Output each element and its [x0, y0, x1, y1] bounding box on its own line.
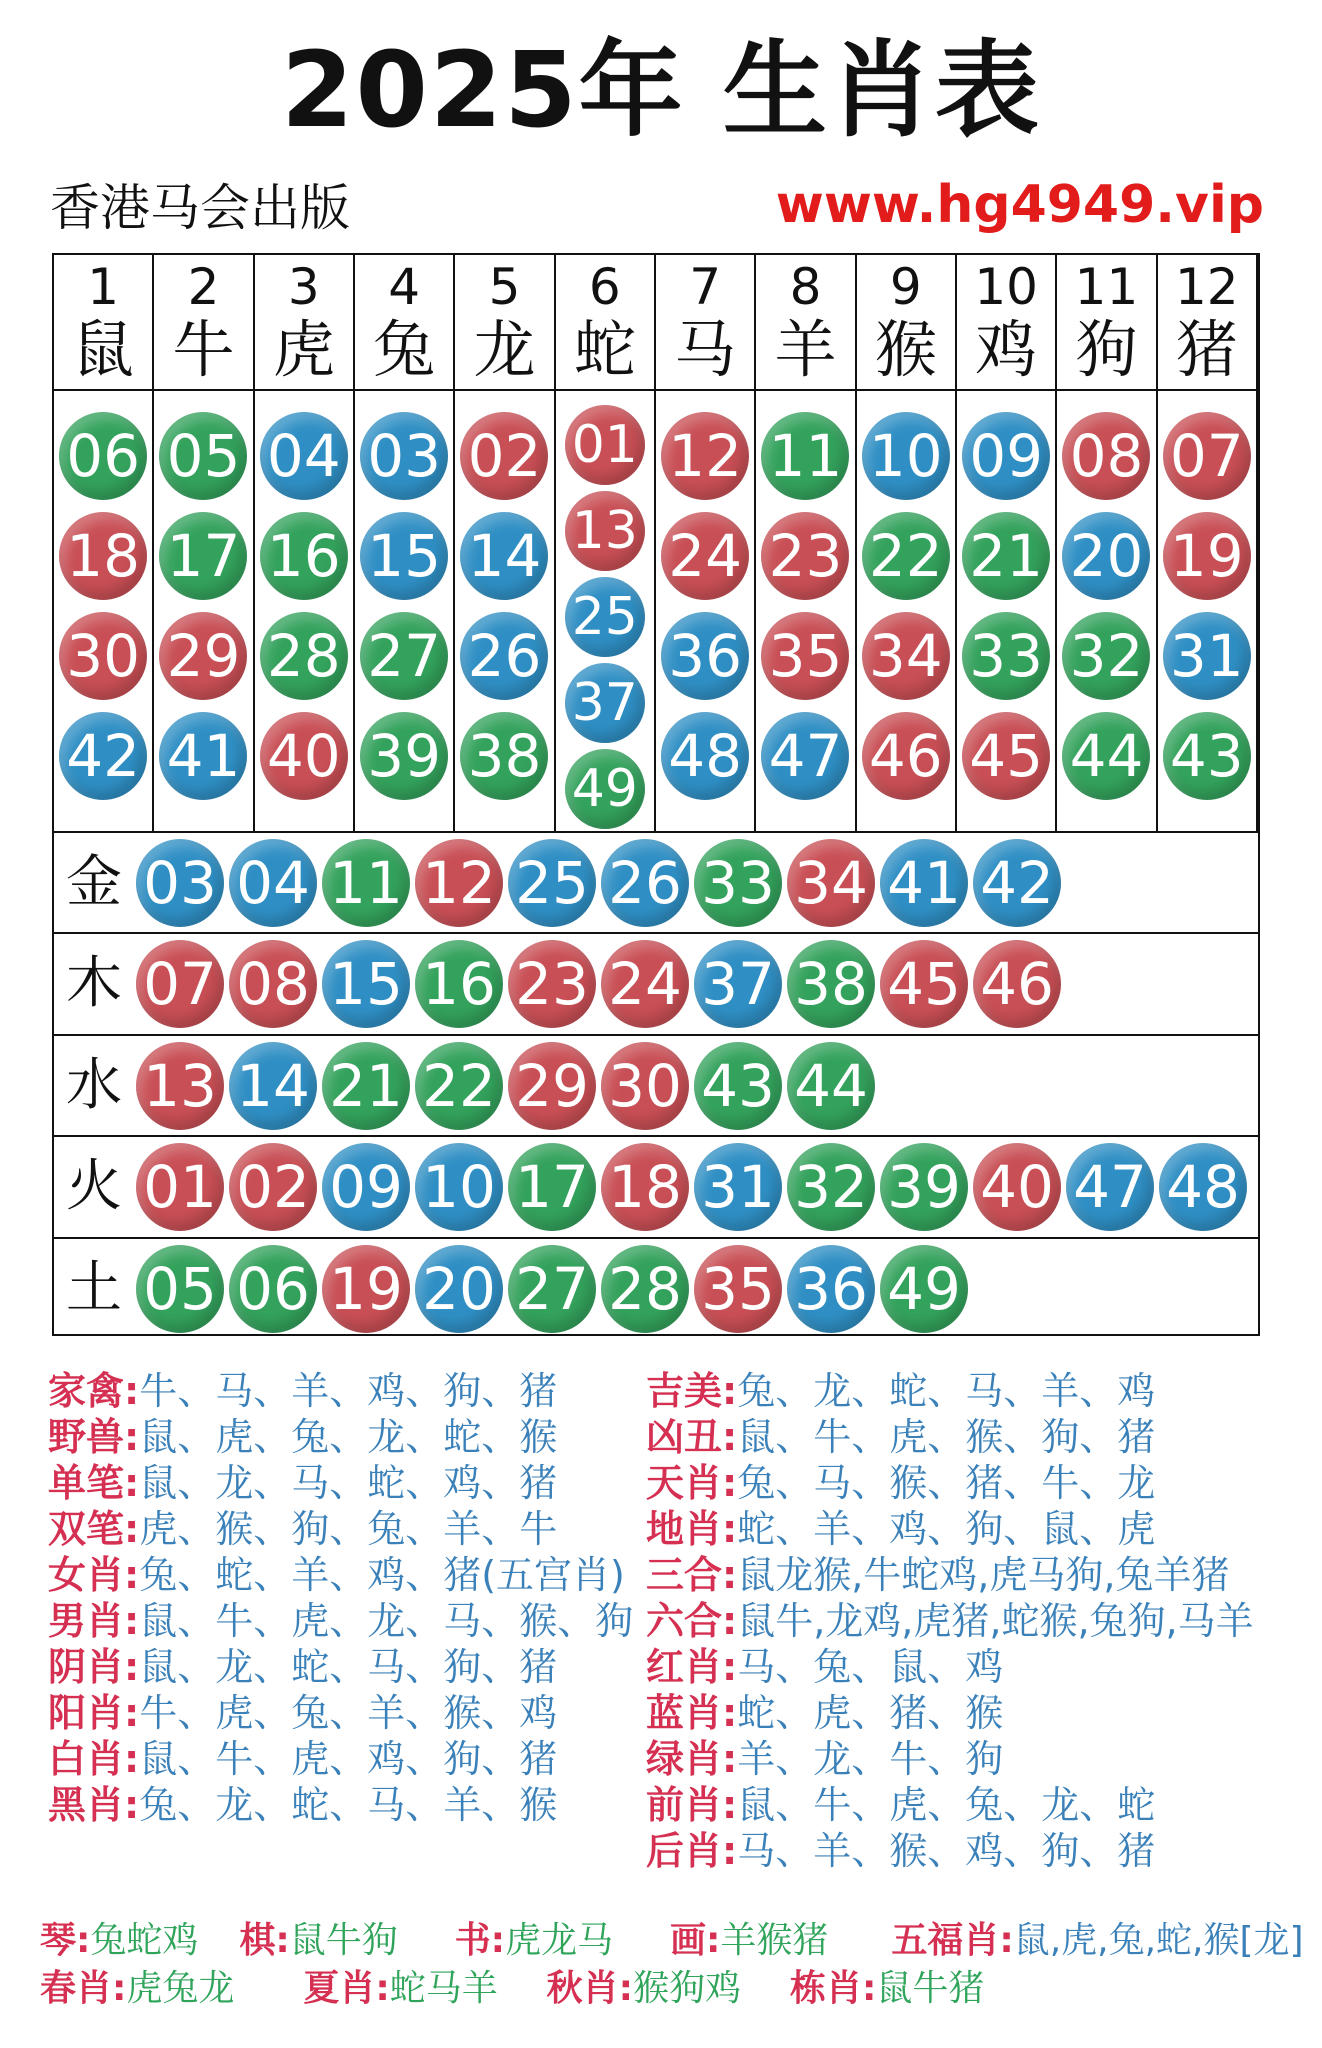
note-row — [646, 1828, 1254, 1874]
number-ball: 02 — [460, 412, 548, 500]
note-value: 兔、马、猴、猪、牛、龙 — [737, 1461, 1156, 1505]
qiu-key: 秋肖: — [546, 1968, 634, 2009]
number-ball: 44 — [787, 1042, 875, 1130]
number-ball: 06 — [59, 412, 147, 500]
wufu-value: 鼠,虎,兔,蛇,猴[龙] — [1013, 1920, 1304, 1961]
element-row — [54, 1135, 1258, 1236]
note-row — [646, 1598, 1254, 1644]
number-ball: 16 — [260, 512, 348, 600]
zodiac-number: 11 — [1074, 258, 1139, 316]
number-ball: 27 — [508, 1245, 596, 1333]
note-row — [48, 1598, 633, 1644]
zodiac-column — [154, 255, 254, 831]
note-key: 单笔: — [48, 1461, 140, 1505]
note-row — [48, 1368, 633, 1414]
zodiac-column — [1057, 255, 1157, 831]
note-key: 绿肖: — [646, 1737, 738, 1781]
note-value: 兔、龙、蛇、马、羊、猴 — [139, 1783, 558, 1827]
zodiac-column — [1158, 255, 1258, 831]
note-key: 前肖: — [646, 1783, 738, 1827]
footer-row-2 — [40, 1966, 984, 2012]
note-key: 阳肖: — [48, 1691, 140, 1735]
qin-key: 琴: — [40, 1920, 91, 1961]
number-ball: 24 — [661, 512, 749, 600]
number-ball: 41 — [880, 839, 968, 927]
note-row — [646, 1644, 1254, 1690]
note-row — [48, 1506, 633, 1552]
number-ball: 42 — [973, 839, 1061, 927]
header-divider — [54, 389, 152, 391]
note-row — [646, 1690, 1254, 1736]
number-ball: 19 — [1163, 512, 1251, 600]
note-key: 双笔: — [48, 1507, 140, 1551]
number-ball: 48 — [661, 712, 749, 800]
header-divider — [355, 389, 453, 391]
number-ball: 05 — [159, 412, 247, 500]
element-label: 火 — [66, 1154, 122, 1220]
element-label: 土 — [66, 1255, 122, 1321]
note-value: 鼠、龙、蛇、马、狗、猪 — [139, 1645, 558, 1689]
website-link[interactable]: www.hg4949.vip — [775, 175, 1264, 235]
number-ball: 41 — [159, 712, 247, 800]
number-ball: 07 — [136, 940, 224, 1028]
note-key: 凶丑: — [646, 1415, 738, 1459]
number-ball: 32 — [787, 1143, 875, 1231]
zodiac-name: 兔 — [373, 313, 436, 386]
number-ball: 37 — [694, 940, 782, 1028]
note-key: 六合: — [646, 1599, 738, 1643]
note-row — [48, 1552, 633, 1598]
number-ball: 35 — [761, 612, 849, 700]
zodiac-table — [52, 253, 1260, 1336]
zodiac-name: 鸡 — [975, 313, 1038, 386]
number-ball: 45 — [880, 940, 968, 1028]
number-ball: 17 — [508, 1143, 596, 1231]
zodiac-name: 猴 — [874, 313, 937, 386]
note-row — [48, 1644, 633, 1690]
number-ball: 25 — [565, 577, 645, 657]
xia-value: 蛇马羊 — [389, 1968, 498, 2009]
chun-value: 虎兔龙 — [126, 1968, 235, 2009]
zodiac-number: 9 — [889, 258, 922, 316]
number-ball: 40 — [973, 1143, 1061, 1231]
number-ball: 08 — [1062, 412, 1150, 500]
note-row — [48, 1460, 633, 1506]
number-ball: 17 — [159, 512, 247, 600]
zodiac-column — [355, 255, 455, 831]
header-divider — [857, 389, 955, 391]
note-row — [48, 1690, 633, 1736]
number-ball: 10 — [415, 1143, 503, 1231]
number-ball: 23 — [508, 940, 596, 1028]
note-row — [646, 1736, 1254, 1782]
header-divider — [154, 389, 252, 391]
number-ball: 26 — [460, 612, 548, 700]
number-ball: 30 — [601, 1042, 689, 1130]
note-value: 鼠龙猴,牛蛇鸡,虎马狗,兔羊猪 — [737, 1553, 1230, 1597]
number-ball: 26 — [601, 839, 689, 927]
number-ball: 03 — [360, 412, 448, 500]
number-ball: 22 — [415, 1042, 503, 1130]
zodiac-name: 虎 — [272, 313, 335, 386]
number-ball: 11 — [761, 412, 849, 500]
number-ball: 04 — [260, 412, 348, 500]
header-divider — [455, 389, 553, 391]
number-ball: 29 — [508, 1042, 596, 1130]
dong-key: 栋肖: — [789, 1968, 877, 2009]
header-divider — [756, 389, 854, 391]
zodiac-column — [656, 255, 756, 831]
number-ball: 40 — [260, 712, 348, 800]
number-ball: 18 — [59, 512, 147, 600]
zodiac-name: 蛇 — [573, 313, 636, 386]
zodiac-name: 马 — [674, 313, 737, 386]
shu-value: 虎龙马 — [505, 1920, 614, 1961]
number-ball: 02 — [229, 1143, 317, 1231]
zodiac-name: 猪 — [1175, 313, 1238, 386]
zodiac-name: 狗 — [1075, 313, 1138, 386]
zodiac-number: 7 — [689, 258, 722, 316]
element-row — [54, 932, 1258, 1033]
note-value: 鼠、虎、兔、龙、蛇、猴 — [139, 1415, 558, 1459]
note-key: 女肖: — [48, 1553, 140, 1597]
number-ball: 20 — [1062, 512, 1150, 600]
note-row — [48, 1782, 633, 1828]
number-ball: 29 — [159, 612, 247, 700]
note-value: 鼠、牛、虎、兔、龙、蛇 — [737, 1783, 1156, 1827]
note-row — [646, 1506, 1254, 1552]
number-ball: 13 — [136, 1042, 224, 1130]
number-ball: 05 — [136, 1245, 224, 1333]
number-ball: 03 — [136, 839, 224, 927]
note-key: 红肖: — [646, 1645, 738, 1689]
zodiac-column — [455, 255, 555, 831]
number-ball: 04 — [229, 839, 317, 927]
number-ball: 10 — [862, 412, 950, 500]
note-value: 牛、马、羊、鸡、狗、猪 — [139, 1369, 558, 1413]
number-ball: 12 — [415, 839, 503, 927]
number-ball: 42 — [59, 712, 147, 800]
number-ball: 32 — [1062, 612, 1150, 700]
number-ball: 21 — [962, 512, 1050, 600]
number-ball: 15 — [360, 512, 448, 600]
zodiac-column — [857, 255, 957, 831]
number-ball: 15 — [322, 940, 410, 1028]
number-ball: 49 — [565, 749, 645, 829]
number-ball: 35 — [694, 1245, 782, 1333]
number-ball: 47 — [1066, 1143, 1154, 1231]
note-value: 蛇、虎、猪、猴 — [737, 1691, 1004, 1735]
notes-left — [48, 1368, 633, 1828]
number-ball: 44 — [1062, 712, 1150, 800]
number-ball: 28 — [260, 612, 348, 700]
zodiac-number: 1 — [87, 258, 120, 316]
note-row — [646, 1552, 1254, 1598]
note-row — [646, 1414, 1254, 1460]
header-divider — [1057, 389, 1155, 391]
note-key: 蓝肖: — [646, 1691, 738, 1735]
number-ball: 37 — [565, 663, 645, 743]
note-value: 羊、龙、牛、狗 — [737, 1737, 1004, 1781]
note-key: 男肖: — [48, 1599, 140, 1643]
number-ball: 30 — [59, 612, 147, 700]
zodiac-column — [54, 255, 154, 831]
note-value: 鼠、牛、虎、龙、马、猴、狗 — [139, 1599, 634, 1643]
number-ball: 16 — [415, 940, 503, 1028]
qiu-value: 猴狗鸡 — [633, 1968, 742, 2009]
number-ball: 22 — [862, 512, 950, 600]
note-row — [646, 1460, 1254, 1506]
publisher-label: 香港马会出版 — [50, 179, 350, 237]
number-ball: 33 — [962, 612, 1050, 700]
note-key: 野兽: — [48, 1415, 140, 1459]
element-row — [54, 831, 1258, 932]
number-ball: 39 — [360, 712, 448, 800]
number-ball: 38 — [460, 712, 548, 800]
number-ball: 14 — [229, 1042, 317, 1130]
zodiac-name: 羊 — [774, 313, 837, 386]
note-row — [48, 1414, 633, 1460]
note-key: 黑肖: — [48, 1783, 140, 1827]
zodiac-name: 龙 — [473, 313, 536, 386]
element-row — [54, 1237, 1258, 1338]
number-ball: 06 — [229, 1245, 317, 1333]
note-value: 鼠牛,龙鸡,虎猪,蛇猴,兔狗,马羊 — [737, 1599, 1254, 1643]
number-ball: 49 — [880, 1245, 968, 1333]
number-ball: 31 — [694, 1143, 782, 1231]
hua-key: 画: — [669, 1920, 721, 1961]
number-ball: 43 — [1163, 712, 1251, 800]
number-ball: 01 — [565, 405, 645, 485]
number-ball: 31 — [1163, 612, 1251, 700]
zodiac-column — [255, 255, 355, 831]
zodiac-number: 4 — [388, 258, 421, 316]
number-ball: 45 — [962, 712, 1050, 800]
note-key: 吉美: — [646, 1369, 738, 1413]
number-ball: 12 — [661, 412, 749, 500]
element-row — [54, 1034, 1258, 1135]
note-value: 蛇、羊、鸡、狗、鼠、虎 — [737, 1507, 1156, 1551]
number-ball: 43 — [694, 1042, 782, 1130]
number-ball: 46 — [862, 712, 950, 800]
number-ball: 14 — [460, 512, 548, 600]
number-ball: 13 — [565, 491, 645, 571]
number-ball: 36 — [787, 1245, 875, 1333]
element-label: 金 — [66, 850, 122, 915]
chun-key: 春肖: — [40, 1968, 127, 2009]
zodiac-column — [957, 255, 1057, 831]
header-divider — [1158, 389, 1256, 391]
number-ball: 21 — [322, 1042, 410, 1130]
number-ball: 38 — [787, 940, 875, 1028]
number-ball: 25 — [508, 839, 596, 927]
zodiac-number: 12 — [1175, 258, 1239, 316]
wufu-key: 五福肖: — [891, 1920, 1014, 1961]
dong-value: 鼠牛猪 — [876, 1968, 985, 2009]
note-value: 兔、龙、蛇、马、羊、鸡 — [737, 1369, 1156, 1413]
note-value: 牛、虎、兔、羊、猴、鸡 — [139, 1691, 558, 1735]
note-key: 天肖: — [646, 1461, 738, 1505]
number-ball: 34 — [862, 612, 950, 700]
note-value: 马、兔、鼠、鸡 — [737, 1645, 1004, 1689]
number-ball: 01 — [136, 1143, 224, 1231]
zodiac-name: 鼠 — [72, 313, 135, 386]
footer-row-1 — [40, 1918, 1304, 1964]
qi-key: 棋: — [239, 1920, 290, 1961]
number-ball: 36 — [661, 612, 749, 700]
zodiac-number: 3 — [287, 258, 320, 316]
zodiac-column — [756, 255, 856, 831]
number-ball: 34 — [787, 839, 875, 927]
zodiac-number: 10 — [974, 258, 1038, 316]
qi-value: 鼠牛狗 — [289, 1920, 398, 1961]
number-ball: 24 — [601, 940, 689, 1028]
note-value: 鼠、牛、虎、猴、狗、猪 — [737, 1415, 1156, 1459]
note-value: 鼠、龙、马、蛇、鸡、猪 — [139, 1461, 558, 1505]
header-divider — [957, 389, 1055, 391]
zodiac-number: 5 — [488, 258, 521, 316]
header-divider — [255, 389, 353, 391]
note-key: 后肖: — [646, 1829, 738, 1873]
hua-value: 羊猴猪 — [720, 1920, 829, 1961]
number-ball: 39 — [880, 1143, 968, 1231]
note-row — [48, 1736, 633, 1782]
number-ball: 19 — [322, 1245, 410, 1333]
number-ball: 23 — [761, 512, 849, 600]
number-ball: 48 — [1159, 1143, 1247, 1231]
note-value: 虎、猴、狗、兔、羊、牛 — [139, 1507, 558, 1551]
number-ball: 18 — [601, 1143, 689, 1231]
zodiac-number: 2 — [187, 258, 220, 316]
number-ball: 47 — [761, 712, 849, 800]
number-ball: 09 — [322, 1143, 410, 1231]
zodiac-number: 8 — [789, 258, 822, 316]
note-row — [646, 1368, 1254, 1414]
shu-key: 书: — [454, 1920, 506, 1961]
number-ball: 33 — [694, 839, 782, 927]
note-value: 马、羊、猴、鸡、狗、猪 — [737, 1829, 1156, 1873]
note-key: 阴肖: — [48, 1645, 140, 1689]
element-label: 木 — [66, 951, 122, 1017]
number-ball: 11 — [322, 839, 410, 927]
number-ball: 08 — [229, 940, 317, 1028]
note-row — [646, 1782, 1254, 1828]
xia-key: 夏肖: — [303, 1968, 390, 2009]
number-ball: 27 — [360, 612, 448, 700]
note-key: 家禽: — [48, 1369, 140, 1413]
note-key: 三合: — [646, 1553, 738, 1597]
note-value: 兔、蛇、羊、鸡、猪(五宫肖) — [139, 1553, 625, 1597]
zodiac-number: 6 — [588, 258, 621, 316]
note-value: 鼠、牛、虎、鸡、狗、猪 — [139, 1737, 558, 1781]
notes-right — [646, 1368, 1254, 1874]
zodiac-column — [556, 255, 656, 831]
qin-value: 兔蛇鸡 — [90, 1920, 199, 1961]
number-ball: 09 — [962, 412, 1050, 500]
note-key: 地肖: — [646, 1507, 738, 1551]
number-ball: 07 — [1163, 412, 1251, 500]
number-ball: 46 — [973, 940, 1061, 1028]
zodiac-name: 牛 — [172, 313, 235, 386]
page-title: 2025年 生肖表 — [281, 29, 1041, 151]
header-divider — [556, 389, 654, 391]
element-label: 水 — [66, 1052, 122, 1118]
number-ball: 20 — [415, 1245, 503, 1333]
header-divider — [656, 389, 754, 391]
note-key: 白肖: — [48, 1737, 140, 1781]
number-ball: 28 — [601, 1245, 689, 1333]
